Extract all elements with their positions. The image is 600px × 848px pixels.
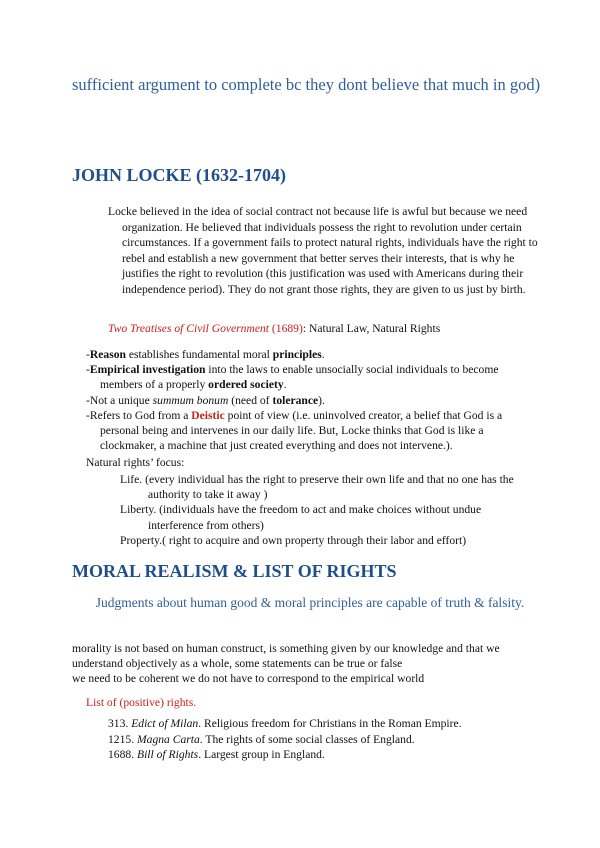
treatise-line: [108, 322, 440, 335]
rights-list: [108, 716, 528, 763]
morality-text: [72, 641, 532, 687]
right-item-magna: 1215. Magna Carta. The rights of some social classes of England.: [108, 732, 415, 746]
rights-heading: List of (positive) rights.: [86, 696, 197, 709]
natural-rights-list: [120, 472, 520, 548]
natural-right-life: Life. (every individual has the right to preserve their own life and that no one has the authority to take it away ): [120, 473, 514, 502]
morality-line-2: we need to be coherent we do not have to correspond to the empirical world: [72, 672, 425, 686]
natural-right-liberty: Liberty. (individuals have the freedom to act and make choices without undue interference from others): [120, 503, 482, 532]
natural-right-property: Property.( right to acquire and own property through their labor and effort): [120, 533, 467, 547]
right-item-edict: 313. Edict of Milan. Religious freedom for Christians in the Roman Empire.: [108, 717, 462, 730]
bullet-deistic: -Refers to God from a Deistic point of view (i.e. uninvolved creator, a belief that God is a personal being and intervenes in our daily life. But, Locke thinks that God is like a clockmaker, a machine that just created everything and does not intervene.).: [86, 408, 503, 453]
treatise-title: Two Treatises of Civil Government: [108, 322, 270, 335]
natural-rights-heading: Natural rights’ focus:: [86, 456, 185, 469]
bullet-summum: -Not a unique summum bonum (need of tolerance).: [86, 393, 325, 407]
treatise-rest: : Natural Law, Natural Rights: [302, 322, 441, 335]
judgments-subtitle: Judgments about human good & moral principles are capable of truth & falsity.: [95, 595, 525, 610]
morality-line-1: morality is not based on human construct, is something given by our knowledge and that we understand objectively as a whole, some statements can be true or false: [72, 642, 500, 671]
intro-text: sufficient argument to complete bc they dont believe that much in god): [72, 75, 541, 94]
right-item-bill: 1688. Bill of Rights. Largest group in England.: [108, 748, 325, 761]
locke-heading: JOHN LOCKE (1632-1704): [72, 165, 286, 185]
locke-paragraph: Locke believed in the idea of social contract not because life is awful but because we need organization. He believed that individuals possess the right to revolution under certain circumstances. If a government fails to protect natural rights, individuals have the right to rebel and establish a new government that better serves their interests, that is why he justifies the right to revolution (this justification was used with Americans during their independence period). They do not grant those rights, they are given to us just by birth.: [108, 205, 538, 296]
bullet-empirical: -Empirical investigation into the laws to enable unsocially social individuals to become members of a properly ordered society.: [86, 363, 499, 392]
locke-bullets: [86, 347, 530, 453]
moral-heading: MORAL REALISM & LIST OF RIGHTS: [72, 561, 397, 581]
bullet-reason: -Reason establishes fundamental moral principles.: [86, 348, 325, 361]
treatise-year: (1689): [269, 322, 303, 335]
